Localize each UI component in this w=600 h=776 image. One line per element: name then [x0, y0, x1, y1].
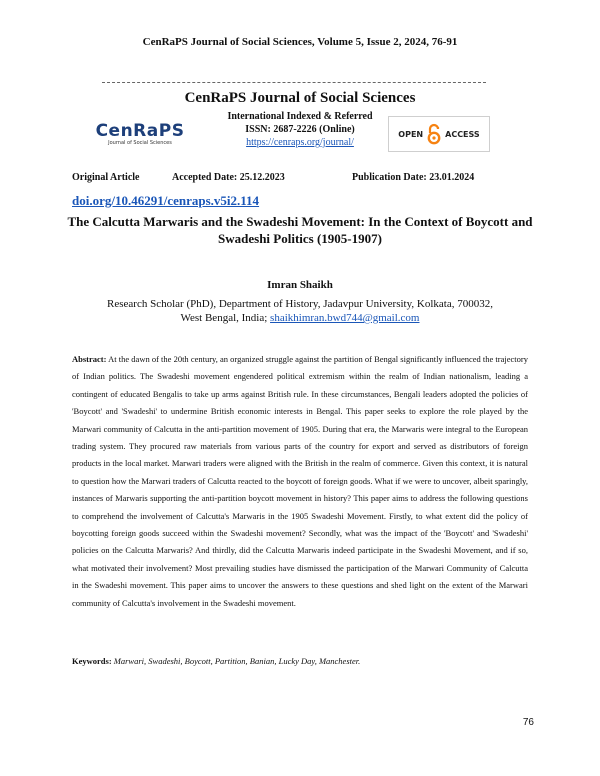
journal-url-link[interactable]: https://cenraps.org/journal/: [246, 137, 354, 148]
abstract: [72, 351, 528, 612]
keywords: [72, 656, 528, 666]
running-head: CenRaPS Journal of Social Sciences, Volume 5, Issue 2, 2024, 76-91: [142, 36, 458, 48]
author-email-link[interactable]: shaikhimran.bwd744@gmail.com: [270, 312, 420, 324]
doi-link[interactable]: doi.org/10.46291/cenraps.v5i2.114: [72, 193, 260, 208]
cenraps-logo-tagline: Journal of Social Sciences: [108, 139, 172, 146]
indexed-label: International Indexed & Referred: [227, 111, 373, 122]
open-access-access-text: ACCESS: [445, 129, 480, 139]
dashed-divider: [102, 82, 486, 83]
keywords-label: Keywords:: [72, 656, 112, 666]
affiliation-text: Research Scholar (PhD), Department of History, Jadavpur University, Kolkata, 700032, West Bengal, India;: [107, 298, 493, 324]
journal-name: CenRaPS Journal of Social Sciences: [184, 90, 416, 106]
author-name: Imran Shaikh: [267, 279, 333, 291]
keywords-text: Marwari, Swadeshi, Boycott, Partition, Banian, Lucky Day, Manchester.: [113, 656, 361, 666]
cenraps-logo: [80, 114, 200, 154]
abstract-label: Abstract:: [72, 354, 107, 364]
article-type: Original Article: [72, 172, 140, 183]
open-access-open-text: OPEN: [398, 129, 424, 139]
abstract-text: At the dawn of the 20th century, an organized struggle against the partition of Bengal significantly influenced the trajectory of Indian politics. The Swadeshi movement engendered political extremism within the realm of Indian nationalism, leading a contingent of educated Bengalis to take up arms against British rule. In these circumstances, Bengali leaders adopted the policies of 'Boycott' and 'Swadeshi' to undermine British economic interests in Bengal. This paper seeks to explore the role played by the Marwari community of Calcutta in the anti-partition movement of 1905. During that era, the Marwaris were integral to the European trading system. They procured raw materials from various parts of the country for export and served as distributors of foreign products in the local market. Marwari traders were aligned with the British in the realm of commerce. Given this context, it is natural to question how the Marwari traders of Calcutta reacted to the boycott of foreign goods. What if we were to uncover, albeit sparingly, instances of Marwaris supporting the anti-partition boycott movement in history? This paper aims to address the following questions to comprehend the involvement of Calcutta's Marwaris in the 1905 Swadeshi Movement. Firstly, to what extent did the policy of boycotting foreign goods succeed within the Swadeshi movement? Secondly, what was the impact of the 'Boycott' and 'Swadeshi' policies on the Calcutta Marwaris? And thirdly, did the Calcutta Marwaris indeed participate in the Swadeshi Movement, and if so, what motivated their involvement? Most prevailing studies have dismissed the participation of the Marwari Community of Calcutta in the Swadeshi movement. This paper aims to uncover the answers to these questions and shed light on the extent of the Marwari community of Calcutta's involvement in the Swadeshi movement.: [72, 354, 528, 608]
page-number: 76: [522, 717, 534, 728]
article-title: The Calcutta Marwaris and the Swadeshi Movement: In the Context of Boycott and Swadeshi Politics (1905-1907): [67, 214, 533, 246]
cenraps-logo-text: CenRaPS: [95, 120, 185, 141]
author-affiliation: [100, 297, 500, 325]
publication-date: Publication Date: 23.01.2024: [352, 172, 475, 183]
accepted-date: Accepted Date: 25.12.2023: [172, 172, 285, 183]
open-access-logo: [388, 116, 490, 152]
open-lock-icon: [427, 123, 441, 145]
issn: ISSN: 2687-2226 (Online): [245, 124, 355, 135]
